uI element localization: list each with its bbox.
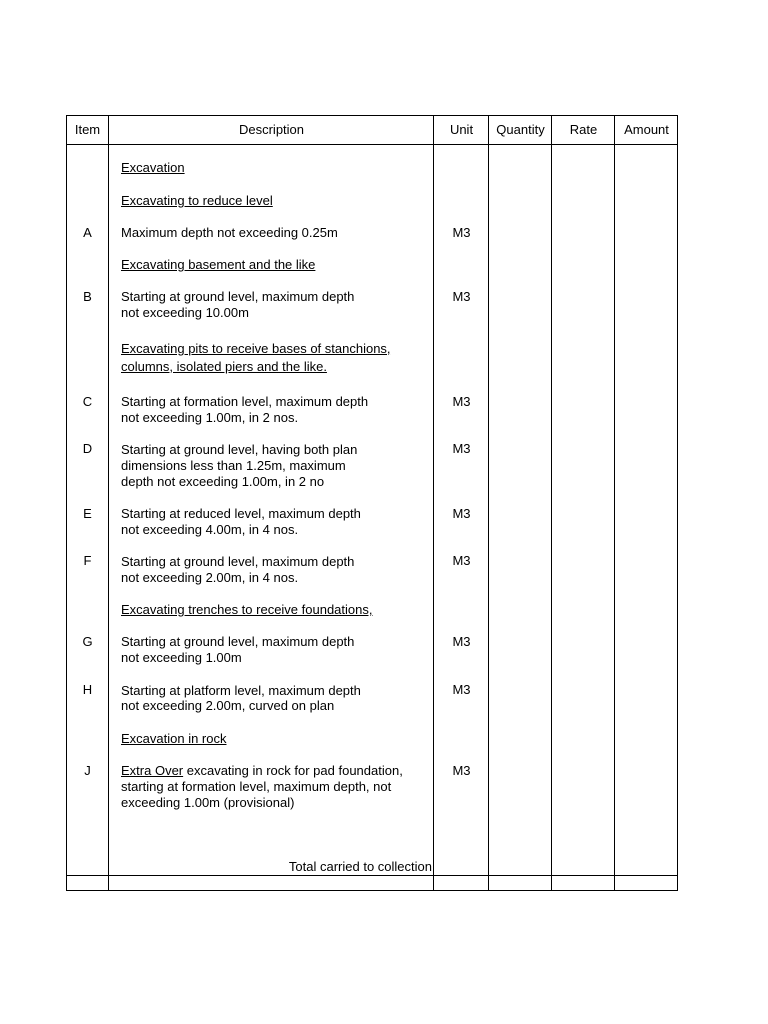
item-unit: M3	[452, 763, 471, 778]
item-description: Starting at ground level, maximum depth	[121, 554, 355, 569]
item-unit: M3	[452, 394, 471, 409]
item-code: C	[82, 394, 93, 409]
item-unit: M3	[452, 506, 471, 521]
item-description: not exceeding 4.00m, in 4 nos.	[121, 522, 299, 537]
item-description: exceeding 1.00m (provisional)	[121, 795, 295, 810]
item-description: dimensions less than 1.25m, maximum	[121, 458, 346, 473]
item-description: not exceeding 2.00m, curved on plan	[121, 698, 335, 713]
column-divider	[551, 115, 552, 891]
item-description: not exceeding 1.00m, in 2 nos.	[121, 410, 299, 425]
section-heading: Excavating pits to receive bases of stanchions,	[121, 341, 391, 356]
header-rate: Rate	[569, 122, 598, 137]
item-description: not exceeding 2.00m, in 4 nos.	[121, 570, 299, 585]
item-description: Starting at ground level, maximum depth	[121, 634, 355, 649]
item-code: A	[83, 225, 92, 240]
item-code: G	[82, 634, 93, 649]
header-divider	[66, 144, 678, 145]
item-description	[121, 763, 403, 779]
item-description: Starting at reduced level, maximum depth	[121, 506, 361, 521]
total-carried-label: Total carried to collection	[288, 859, 432, 874]
item-description-text: excavating in rock for pad foundation,	[183, 763, 403, 778]
item-description: Starting at formation level, maximum depth	[121, 394, 369, 409]
bill-of-quantities-table	[66, 115, 678, 891]
section-heading: Excavating to reduce level	[121, 193, 273, 208]
item-unit: M3	[452, 634, 471, 649]
item-unit: M3	[452, 682, 471, 697]
column-divider	[677, 115, 678, 891]
item-description: starting at formation level, maximum depth, not	[121, 779, 392, 794]
item-unit: M3	[452, 225, 471, 240]
item-unit: M3	[452, 441, 471, 456]
section-heading: Excavating basement and the like	[121, 257, 316, 272]
section-heading: Excavation in rock	[121, 731, 227, 746]
extra-over-term: Extra Over	[121, 763, 184, 778]
item-code: D	[82, 441, 93, 456]
header-description: Description	[238, 122, 305, 137]
item-description: Starting at ground level, having both plan	[121, 442, 358, 457]
section-heading: columns, isolated piers and the like.	[121, 359, 327, 374]
item-unit: M3	[452, 289, 471, 304]
item-code: H	[82, 682, 93, 697]
header-quantity: Quantity	[496, 122, 545, 137]
section-heading: Excavation	[121, 160, 185, 175]
item-code: J	[84, 763, 91, 778]
item-description: not exceeding 1.00m	[121, 650, 242, 665]
column-divider	[614, 115, 615, 891]
item-description: Starting at platform level, maximum depth	[121, 683, 361, 698]
item-description: depth not exceeding 1.00m, in 2 no	[121, 474, 325, 489]
item-description: not exceeding 10.00m	[121, 305, 249, 320]
item-unit: M3	[452, 553, 471, 568]
item-code: E	[83, 506, 92, 521]
section-heading: Excavating trenches to receive foundations,	[121, 602, 373, 617]
item-code: B	[83, 289, 92, 304]
table-border-bottom	[66, 890, 678, 891]
header-amount: Amount	[624, 122, 669, 137]
header-item: Item	[74, 122, 101, 137]
item-code: F	[83, 553, 92, 568]
item-description: Starting at ground level, maximum depth	[121, 289, 355, 304]
item-description: Maximum depth not exceeding 0.25m	[121, 225, 338, 240]
footer-divider	[66, 875, 678, 876]
header-unit: Unit	[449, 122, 474, 137]
